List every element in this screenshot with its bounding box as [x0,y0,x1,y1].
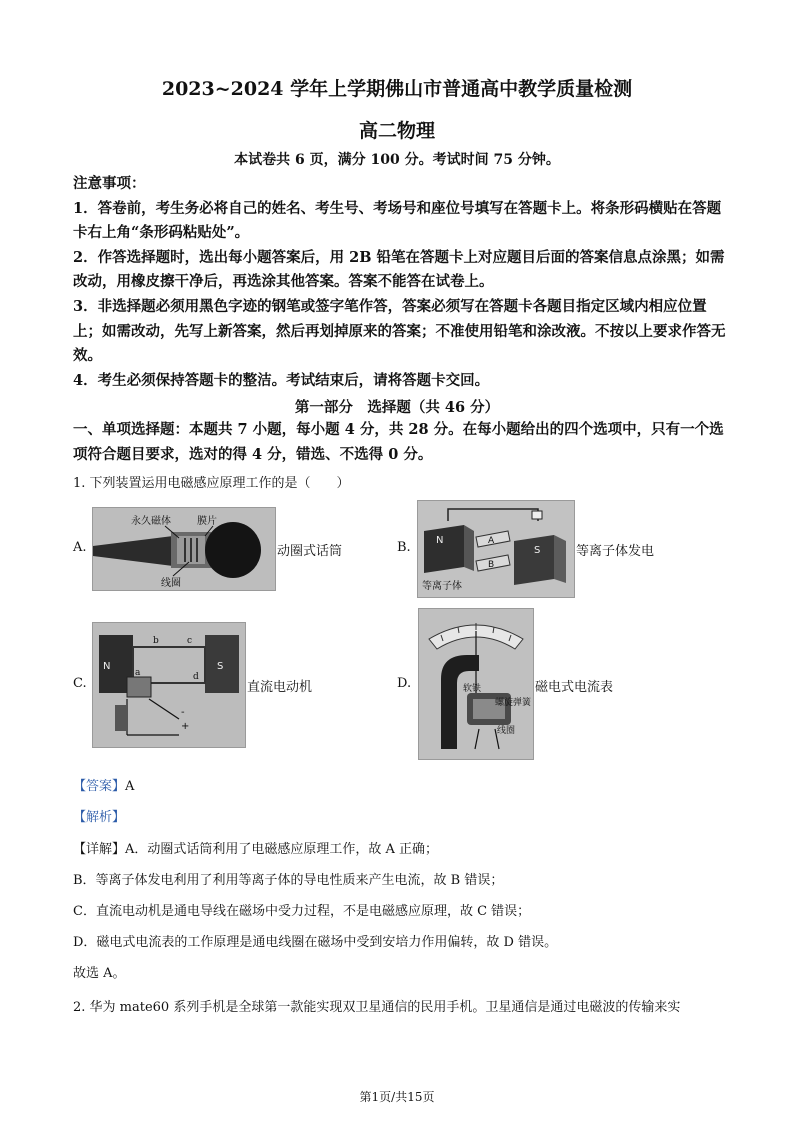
plasma-generator-figure [417,500,575,598]
detail-line [73,838,733,857]
fig-label: 线圈 [161,578,181,589]
detail-line: B．等离子体发电利用了利用等离子体的导电性质来产生电流，故 B 错误； [73,873,504,888]
notes-heading: 注意事项： [73,175,146,192]
fig-label: + [181,721,190,732]
note-item: 3．非选择题必须用黑色字迹的钢笔或签字笔作答，答案必须写在答题卡各题目指定区域内相应位置上；如需改动，先写上新答案，然后再划掉原来的答案；不准使用铅笔和涂改液。不按以上要求作答无效。 [73,297,726,365]
microphone-figure [92,507,276,591]
option-d-label: 磁电式电流表 [535,680,614,695]
dc-motor-figure [92,622,246,748]
detail-line: C．直流电动机是通电导线在磁场中受力过程，不是电磁感应原理，故 C 错误； [73,904,531,919]
answer-line [73,775,134,794]
question-2-stem: 2. 华为 mate60 系列手机是全球第一款能实现双卫星通信的民用手机。卫星通信是通过电磁波的传输来实 [73,1000,681,1015]
answer-value: A [125,779,135,794]
conclusion-line: 故选 A。 [73,966,126,981]
fig-label: B [488,560,495,570]
option-c-letter: C. [73,676,87,691]
fig-label: c [187,636,193,646]
note-item: 2．作答选择题时，选出每小题答案后，用 2B 铅笔在答题卡上对应题目后面的答案信息点涂黑；如需改动，用橡皮擦干净后，再选涂其他答案。答案不能答在试卷上。 [73,248,725,291]
section-instructions: 一、单项选择题：本题共 7 小题，每小题 4 分，共 28 分。在每小题给出的四个选项中，只有一个选项符合题目要求，选对的得 4 分，错选、不选得 0 分。 [73,421,724,463]
fig-label: - [181,707,185,718]
fig-label: 线圈 [497,726,516,736]
fig-label: b [153,636,159,646]
fig-label: S [534,545,541,556]
galvanometer-figure [418,608,534,760]
option-d-letter: D. [397,676,412,691]
option-c-label: 直流电动机 [247,680,313,695]
fig-label: d [193,672,199,682]
note-item: 4．考生必须保持答题卡的整洁。考试结束后，请将答题卡交回。 [73,371,490,389]
analysis-tag: 【解析】 [73,810,126,825]
exam-info: 本试卷共 6 页，满分 100 分。考试时间 75 分钟。 [234,152,560,168]
fig-label: 永久磁体 [131,516,171,527]
subject-title: 高二物理 [358,120,435,142]
fig-label: 膜片 [197,516,217,527]
fig-label: N [436,535,444,546]
fig-label: 软铁 [463,684,482,694]
answer-tag: 【答案】 [73,779,126,794]
fig-label: 等离子体 [422,581,462,592]
option-b-letter: B. [397,540,411,555]
fig-label: S [217,661,224,672]
fig-label: N [103,661,111,672]
detail-tag: 【详解】 [73,842,126,857]
fig-label: 螺旋弹簧 [495,698,532,708]
part-heading: 第一部分 选择题（共 46 分） [294,399,500,416]
detail-line: D．磁电式电流表的工作原理是通电线圈在磁场中受到安培力作用偏转，故 D 错误。 [73,935,558,950]
question-1-stem: 1. 下列装置运用电磁感应原理工作的是（ ） [73,476,350,491]
notes [73,172,733,393]
page-title: 2023~2024 学年上学期佛山市普通高中教学质量检测 [161,78,633,100]
note-item: 1．答卷前，考生务必将自己的姓名、考生号、考场号和座位号填写在答题卡上。将条形码横贴在答题卡右上角“条形码粘贴处”。 [73,199,722,242]
detail-text: A．动圈式话筒利用了电磁感应原理工作，故 A 正确； [125,842,439,857]
fig-label: A [488,536,495,546]
page-footer: 第1页/共15页 [359,1090,435,1104]
option-a-label: 动圈式话筒 [277,544,343,559]
option-a-letter: A. [73,540,87,555]
fig-label: a [135,668,141,678]
option-b-label: 等离子体发电 [576,544,655,559]
